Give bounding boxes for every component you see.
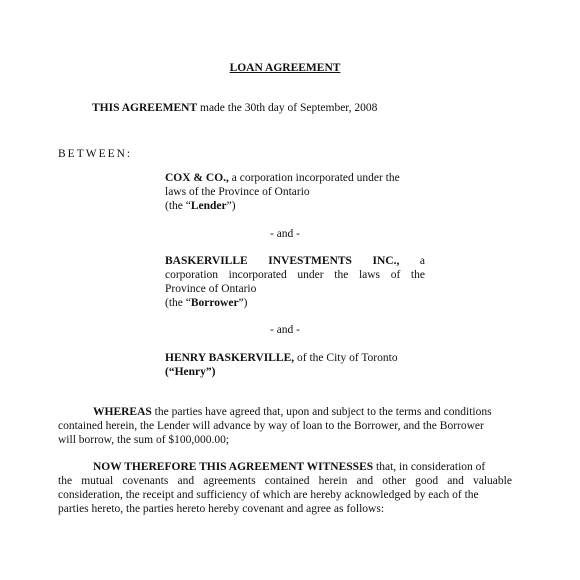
now-therefore-line-4: parties hereto, the parties hereto hereby covenant and agree as follows: xyxy=(58,503,385,515)
whereas-line-3: will borrow, the sum of $100,000.00; xyxy=(58,434,230,446)
between-label: BETWEEN: xyxy=(58,148,133,160)
borrower-alias-line xyxy=(165,296,425,310)
now-therefore-line-2 xyxy=(58,474,512,488)
and-separator-2: - and - xyxy=(269,324,300,336)
borrower-word: the xyxy=(334,269,349,281)
agreement-date-text: made the 30th day of September, 2008 xyxy=(197,102,378,114)
now-therefore-word: mutual xyxy=(81,475,114,487)
lender-desc-1: a corporation incorporated under the xyxy=(228,172,400,184)
lender-alias-close: ”) xyxy=(226,200,236,212)
now-therefore-word: the xyxy=(58,475,73,487)
now-therefore-line-1 xyxy=(58,460,512,474)
and-separator-1: - and - xyxy=(269,228,300,240)
agreement-date-line xyxy=(92,102,377,114)
agreement-date-bold: THIS AGREEMENT xyxy=(92,102,198,114)
borrower-word: under xyxy=(297,269,324,281)
now-therefore-bold: NOW THEREFORE THIS AGREEMENT WITNESSES xyxy=(93,461,374,473)
borrower-line-2 xyxy=(165,268,425,282)
now-therefore-word: agreements xyxy=(203,475,256,487)
henry-block xyxy=(165,351,425,379)
borrower-word: the xyxy=(410,269,425,281)
now-therefore-text-1: that, in consideration of xyxy=(373,461,486,473)
now-therefore-word: contained xyxy=(264,475,310,487)
borrower-line-1 xyxy=(165,254,425,268)
now-therefore-word: and xyxy=(177,475,195,487)
now-therefore-line-3: consideration, the receipt and sufficiency of which are hereby acknowledged by each of the xyxy=(58,489,479,501)
now-therefore-word: herein xyxy=(318,475,348,487)
whereas-text-1: the parties have agreed that, upon and subject to the terms and conditions xyxy=(151,406,492,418)
borrower-alias: Borrower xyxy=(190,297,239,309)
henry-alias: (“Henry”) xyxy=(165,366,216,378)
whereas-line-2: contained herein, the Lender will advance by way of loan to the Borrower, and the Borrower xyxy=(58,420,484,432)
lender-alias-line xyxy=(165,199,425,213)
henry-desc: of the City of Toronto xyxy=(294,352,398,364)
borrower-word: INVESTMENTS xyxy=(268,255,352,267)
borrower-word: a xyxy=(419,255,425,267)
whereas-paragraph xyxy=(58,405,512,447)
lender-alias: Lender xyxy=(190,200,227,212)
now-therefore-word: good xyxy=(415,475,439,487)
lender-name: COX & CO., xyxy=(165,172,229,184)
borrower-word: corporation xyxy=(165,269,219,281)
now-therefore-word: other xyxy=(382,475,406,487)
henry-alias-line xyxy=(165,365,425,379)
borrower-word: INC., xyxy=(372,255,400,267)
borrower-word: BASKERVILLE xyxy=(165,255,248,267)
borrower-block xyxy=(165,254,425,310)
now-therefore-paragraph xyxy=(58,460,512,516)
whereas-bold: WHEREAS xyxy=(93,406,152,418)
borrower-word: incorporated xyxy=(228,269,287,281)
now-therefore-word: valuable xyxy=(473,475,512,487)
borrower-word: laws xyxy=(358,269,381,281)
now-therefore-word: and xyxy=(356,475,374,487)
lender-line-1 xyxy=(165,171,425,185)
now-therefore-word: and xyxy=(447,475,464,487)
borrower-alias-open: (the “ xyxy=(165,297,191,309)
lender-alias-open: (the “ xyxy=(165,200,191,212)
borrower-line-3: Province of Ontario xyxy=(165,283,257,295)
henry-name: HENRY BASKERVILLE, xyxy=(165,352,295,364)
lender-desc-2: laws of the Province of Ontario xyxy=(165,186,310,198)
document-title: LOAN AGREEMENT xyxy=(229,62,341,74)
henry-line-1 xyxy=(165,351,425,365)
borrower-alias-close: ”) xyxy=(238,297,248,309)
lender-block xyxy=(165,171,425,213)
borrower-word: of xyxy=(390,269,401,281)
whereas-line-1 xyxy=(58,405,512,419)
now-therefore-word: covenants xyxy=(122,475,169,487)
